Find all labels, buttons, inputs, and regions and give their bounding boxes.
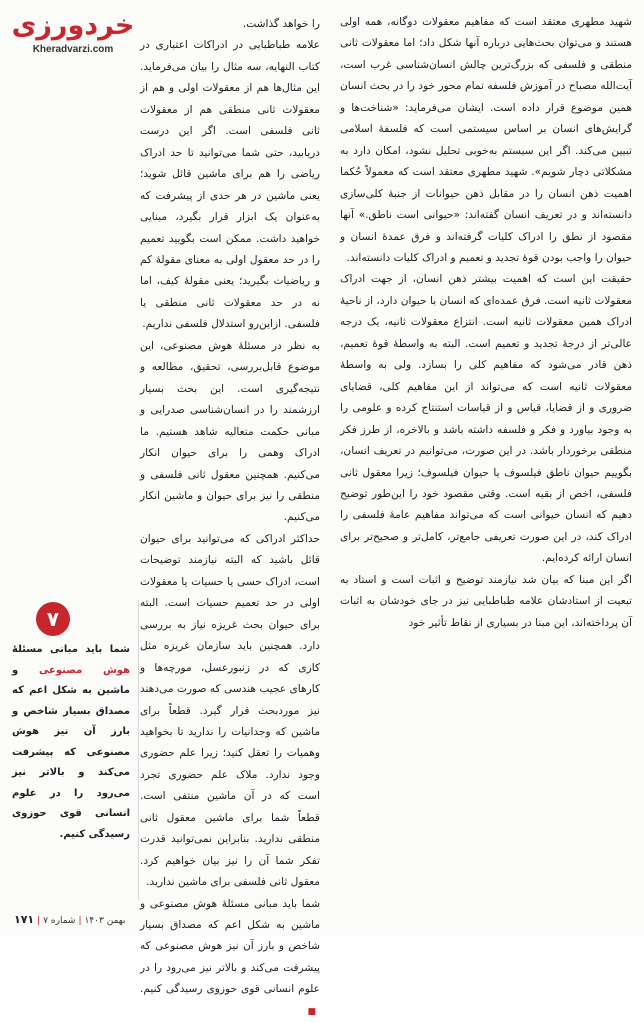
site-logo[interactable] <box>8 6 138 68</box>
paragraph: به نظر در مسئلهٔ هوش مصنوعی، این موضوع قابل‌بررسی، تحقیق، مطالعه و نتیجه‌گیری است. این بحث بسیار ارزشمند را در انسان‌شناسی صدرایی و مبانی حکمت متعالیه شاهد هستیم. ما ادراک وهمی را برای حیوان انکار می‌کنیم. همچنین معقول ثانی فلسفی و منطقی را نیز برای حیوان و ماشین انکار می‌کنیم. <box>140 339 320 524</box>
issue-number: شماره ۷ <box>43 916 76 926</box>
logo-url: Kheradvarzi.com <box>32 44 114 55</box>
footer-separator: | <box>37 916 41 926</box>
quote-number-badge: ۷ <box>36 602 70 636</box>
paragraph-text: شما باید مبانی مسئلهٔ هوش مصنوعی و ماشین به شکل اعم که مصداق بسیار شاخص و بارز آن نیز هوش مصنوعی که پیشرفت می‌کند و بالاتر نیز می‌رود را در علوم انسانی قوی حوزوی رسیدگی کنیم. <box>140 897 320 996</box>
paragraph: حقیقت این است که اهمیت بیشتر ذهن انسان، از جهت ادراک معقولات ثانیه است. فرق عمده‌ای که انسان با حیوان دارد، از ناحیهٔ ادراک همین معقولات ثانیه است. انتزاع معقولات ثانیه، یک درجه عالی‌تر از درجهٔ تجدید و تعمیم است. البته به واسطهٔ قوهٔ تعمیم، ذهن قادر می‌شود که مفاهیم کلی را بسازد. ولی به واسطهٔ معقولات ثانیه است که می‌تواند از این مفاهیم کلی، قضایای ضروری و از قضایا، قیاس و از قیاسات استنتاج کرده و علومی را به وجود بیاورد و فکر و فلسفه داشته باشد و بالاخره، از طرز فکر منطقی برخوردار باشد. در این صورت، می‌توانیم در تعریف انسان، بگوییم حیوان ناطق فیلسوف یا حیوان فیلسوف؛ زیرا معقول ثانی فلسفی، اخص از بقیه است. وقتی مقصود خود را این‌طور توضیح دهیم که انسان حیوانی است که می‌تواند مفاهیم عامهٔ فلسفی را ادراک کند، در این صورت تعریفی جامع‌تر، کامل‌تر و صحیح‌تر برای انسان ارائه کرده‌ایم. <box>340 273 632 565</box>
paragraph: حداکثر ادراکی که می‌توانید برای حیوان قائل باشید که البته نیازمند توضیحات است، ادراک حسی یا حسیات یا معقولات اولی در حد تعمیم حسیات است. البته برای حیوان بحث غریزه نیاز به بررسی دارد. همچنین باید سازمان غریزه مثل کاری که در زنبورعسل، مورچه‌ها و کارهای عجیب هندسی که صورت می‌دهند نیز موردبحث قرار گیرد. قطعاً برای ماشین که وجدانیات را ندارید تا بخواهید وهمیات را تعقل کنید؛ زیرا علم حضوری وجود ندارد. ملاک علم حضوری تجرد است که در آن ماشین منتفی است. قطعاً شما برای ماشین معقول ثانی منطقی ندارید. بنابراین نمی‌توانید قدرت تفکر شما آن را نیز بیان خواهیم کرد. معقول ثانی فلسفی برای ماشین ندارید. <box>140 532 320 889</box>
pull-quote-text: و ماشین به شکل اعم که مصداق بسیار شاخص و بارز آن نیز هوش مصنوعی که پیشرفت می‌کند و بالاتر نیز می‌رود را در علوم انسانی قوی حوزوی رسیدگی کنیم. <box>12 664 130 840</box>
pull-quote-text: شما باید مبانی مسئلهٔ <box>12 644 130 655</box>
paragraph: را خواهد گذاشت. <box>242 18 320 30</box>
column-divider <box>138 600 139 900</box>
end-mark-icon: ■ <box>307 1006 316 1017</box>
logo-wordmark: خردورزی <box>11 10 135 41</box>
paragraph: علامه طباطبایی در ادراکات اعتباری در کتاب النهایه، سه مثال را بیان می‌فرماید. این مثال‌ها هم از معقولات اولی و هم از معقولات ثانی منطقی هم از معقولات ثانی فلسفی است. اگر این درست دریابید، حتی شما می‌توانید تا حد ادراک ریاضی را هم برای ماشین قائل شوید؛ یعنی ماشین در هر حدی از پیشرفت که به‌عنوان یک ابزار قرار بگیرد، مبنایی خواهید داشت. ممکن است بگویید تعمیم را در حد معقول اولی به معنای مقولهٔ کم و ریاضیات بگیرید؛ یعنی مقولهٔ کیف، اما نه در حد معقولات ثانی منطقی یا فلسفی. ازاین‌رو استدلال فلسفی نداریم. <box>140 39 320 331</box>
article-column-left <box>140 14 320 1017</box>
article-column-right <box>340 12 632 900</box>
issue-date: بهمن ۱۴۰۳ <box>84 916 126 926</box>
footer-separator: | <box>78 916 82 926</box>
paragraph: شهید مطهری معتقد است که مفاهیم معقولات دوگانه، همه اولی هستند و می‌توان بحث‌هایی درباره آنها شکل داد؛ اما معقولات ثانی منطقی و فلسفی که بزرگ‌ترین چالش انسان‌شناسی غرب است، آیت‌الله مصباح در آموزش فلسفه تمام محور خود را در بحث انسان همین موضوع قرار داده است. ایشان می‌فرماید: «شناخت‌ها و گرایش‌های انسان بر اساس سیستمی است که فلسفهٔ اسلامی تبیین می‌کند. اگر این سیستم به‌خوبی تحلیل نشود، امکان دارد به مشکلاتی دچار شویم». شهید مطهری معتقد است که معمولاً حُکما اهمیت ذهن انسان را در مقابل ذهن حیوانات از جنبهٔ کلی‌سازی دانسته‌اند و در تعریف انسان گفته‌اند: «حیوانی است ناطق.» آنها مقصود از نطق را ادراک کلیات گرفته‌اند و فرق عمدهٔ انسان و حیوان را واجب بودن قوهٔ تجدید و تعمیم و ادراک کلیات دانسته‌اند. <box>340 16 632 264</box>
pull-quote <box>12 640 130 845</box>
page-number: ۱۷۱ <box>14 913 35 926</box>
pull-quote-highlight: هوش مصنوعی <box>38 664 130 676</box>
paragraph: اگر این مبنا که بیان شد نیازمند توضیح و اثبات است و استاد به تبعیت از استادشان علامه طباطبایی نیز در جای خودشان به اثبات آن پرداخته‌اند، این مبنا در بسیاری از نقاط تأثیر خود <box>340 573 632 629</box>
page-footer <box>14 913 125 926</box>
paragraph <box>140 894 320 1023</box>
